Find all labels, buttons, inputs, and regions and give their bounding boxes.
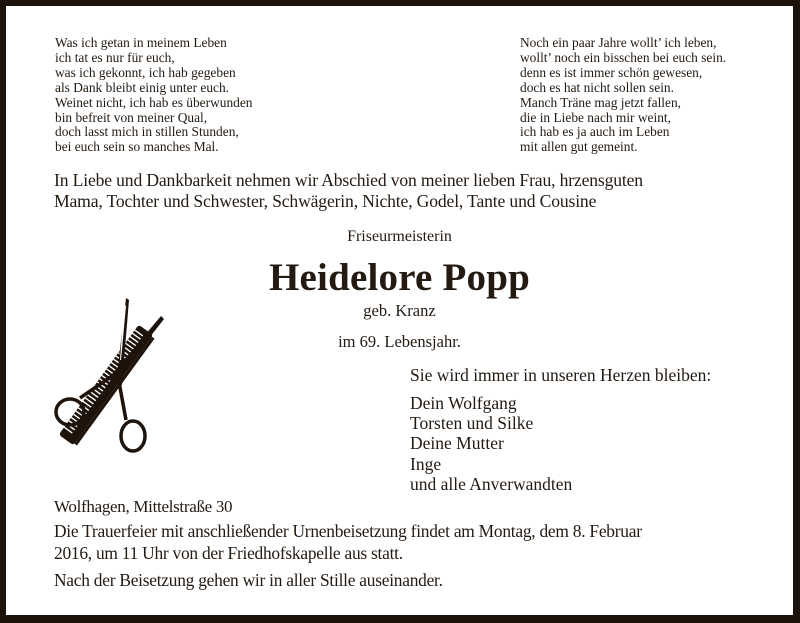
mourner-name: und alle Anverwandten <box>410 473 573 494</box>
mourner-name: Dein Wolfgang <box>410 393 517 413</box>
farewell-intro <box>54 170 643 212</box>
age-text: im 69. Lebensjahr. <box>338 332 461 351</box>
poem-line: ich tat es nur für euch, <box>55 49 175 65</box>
poem-line: Weinet nicht, ich hab es überwunden <box>55 94 253 110</box>
mourner-name: Torsten und Silke <box>410 413 534 434</box>
mourner-name: Inge <box>410 453 442 474</box>
obituary-notice <box>6 6 793 615</box>
poem-line: was ich gekonnt, ich hab gegeben <box>55 64 236 80</box>
scissors-and-comb-icon <box>46 290 176 460</box>
poem-line: als Dank bleibt einig unter euch. <box>55 79 230 95</box>
ceremony-line: 2016, um 11 Uhr von der Friedhofskapelle aus statt. <box>54 542 403 563</box>
intro-line: Mama, Tochter und Schwester, Schwägerin, Nichte, Godel, Tante und Cousine <box>54 191 597 211</box>
poem-line: Manch Träne mag jetzt fallen, <box>520 94 682 110</box>
deceased-name: Heidelore Popp <box>269 256 530 299</box>
poem-left <box>55 36 253 155</box>
poem-line: denn es ist immer schön gewesen, <box>520 64 703 80</box>
poem-line: doch lasst mich in stillen Stunden, <box>55 124 239 140</box>
poem-right <box>520 36 726 155</box>
intro-line: In Liebe und Dankbarkeit nehmen wir Abschied von meiner lieben Frau, hrzensguten <box>54 170 643 190</box>
closing-note: Nach der Beisetzung gehen wir in aller Stille auseinander. <box>54 570 443 590</box>
maiden-name: geb. Kranz <box>363 301 436 320</box>
mourners-list <box>410 393 572 494</box>
ceremony-info <box>54 521 642 564</box>
poem-line: ich hab es ja auch im Leben <box>520 124 670 140</box>
poem-line: bei euch sein so manches Mal. <box>55 139 219 155</box>
ceremony-line: Die Trauerfeier mit anschließender Urnenbeisetzung findet am Montag, dem 8. Februar <box>54 521 642 541</box>
poem-line: Noch ein paar Jahre wollt’ ich leben, <box>520 35 717 50</box>
mourner-name: Deine Mutter <box>410 433 504 454</box>
poem-line: bin befreit von meiner Qual, <box>55 109 208 125</box>
poem-line: die in Liebe nach mir weint, <box>520 109 671 125</box>
deceased-title: Friseurmeisterin <box>347 228 452 245</box>
mourners-intro: Sie wird immer in unseren Herzen bleiben: <box>410 365 712 385</box>
poem-line: mit allen gut gemeint. <box>520 139 638 155</box>
poem-line: wollt’ noch ein bisschen bei euch sein. <box>520 49 727 65</box>
poem-line: Was ich getan in meinem Leben <box>55 35 227 50</box>
poem-line: doch es hat nicht sollen sein. <box>520 79 674 95</box>
address: Wolfhagen, Mittelstraße 30 <box>54 497 233 516</box>
